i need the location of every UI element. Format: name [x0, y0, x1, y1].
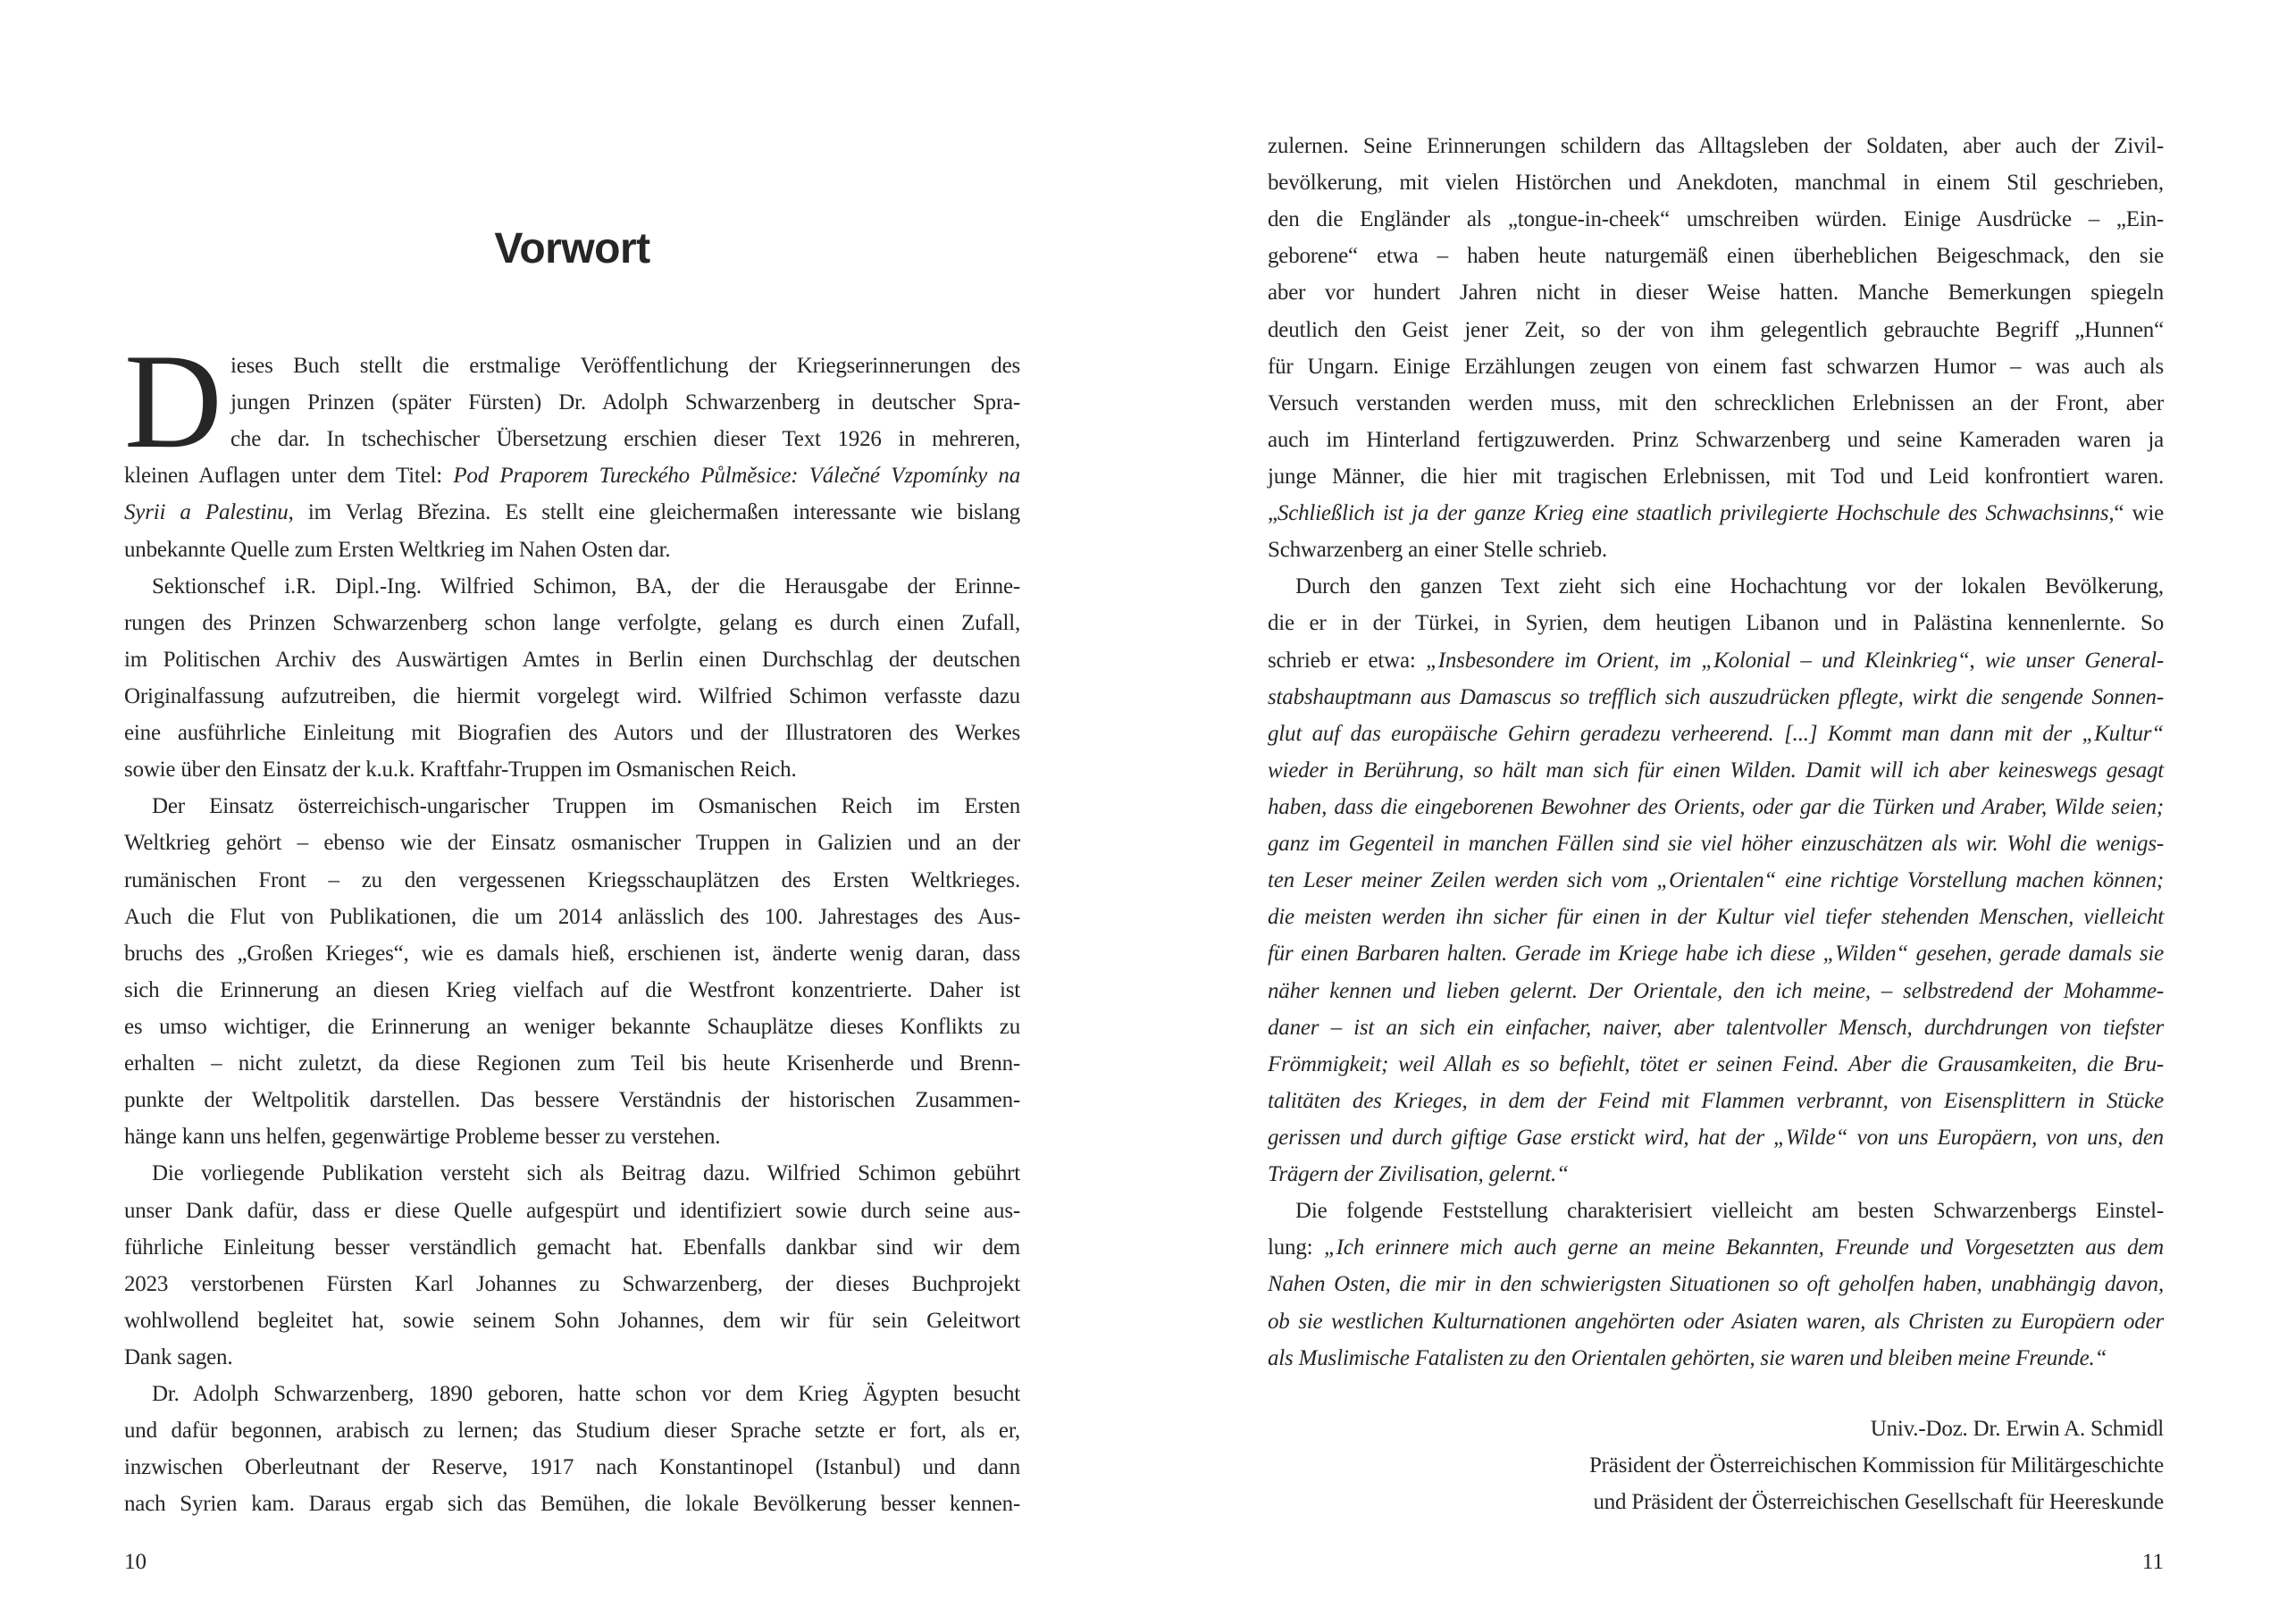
- italic-text: als Muslimische Fatalisten zu den Orientalen gehörten, sie waren und bleiben meine Freunde.“: [1268, 1345, 2107, 1370]
- italic-text: „Insbesondere im Orient, im „Kolonial – und Kleinkrieg“: [1426, 648, 1970, 673]
- roman-text: rumänischen Front – zu den vergessenen Kriegsschauplätzen des Ersten Weltkrieges.: [124, 867, 1020, 892]
- text-line: [124, 1412, 1020, 1449]
- italic-text: ganz im Gegenteil in manchen Fällen sind sie viel höher einzuschätzen als wir. Wohl die wenigs-: [1268, 832, 2164, 857]
- text-line: [1268, 899, 2164, 935]
- roman-text: unbekannte Quelle zum Ersten Weltkrieg im Nahen Osten dar.: [124, 537, 671, 562]
- roman-text: Versuch verstanden werden muss, mit den schrecklichen Erlebnissen an der Front, aber: [1268, 390, 2164, 415]
- text-line: [124, 825, 1020, 861]
- italic-text: stabshauptmann aus Damascus so trefflich sich auszudrücken pflegte, wirkt die sengende Sonnen-: [1268, 684, 2164, 709]
- italic-text: wieder in Berührung, so hält man sich für einen Wilden. Damit will ich aber keineswegs gesagt: [1268, 758, 2164, 783]
- roman-text: ieses Buch stellt die erstmalige Veröffentlichung der Kriegserinnerungen des: [230, 354, 1020, 378]
- text-line: [124, 1302, 1020, 1339]
- roman-text: auch im Hinterland fertigzuwerden. Prinz Schwarzenberg und seine Kameraden waren ja: [1268, 427, 2164, 452]
- text-line: [1268, 274, 2164, 311]
- roman-text: Sektionschef i.R. Dipl.-Ing. Wilfried Schimon, BA, der die Herausgabe der Erinne-: [152, 573, 1020, 599]
- text-line: [124, 532, 1020, 568]
- left-body-text: [124, 347, 1020, 1523]
- text-line: [124, 1449, 1020, 1486]
- text-line: [1268, 1303, 2164, 1340]
- italic-text: talitäten des Krieges, in dem der Feind mit Flammen verbrannt, von Eisensplittern in Stücke: [1268, 1088, 2164, 1113]
- right-page: [1144, 0, 2287, 1624]
- signature-name: Univ.-Doz. Dr. Erwin A. Schmidl: [1870, 1417, 2164, 1441]
- text-line: [124, 494, 1020, 531]
- text-line: [1268, 752, 2164, 789]
- text-line: [124, 899, 1020, 935]
- text-line: [1268, 164, 2164, 201]
- roman-text: sowie über den Einsatz der k.u.k. Kraftfahr-Truppen im Osmanischen Reich.: [124, 758, 797, 783]
- roman-text: , im Verlag Březina. Es stellt eine gleichermaßen interessante wie bislang: [288, 500, 1020, 525]
- roman-text: Dank sagen.: [124, 1344, 233, 1369]
- text-line: [124, 457, 1020, 494]
- roman-text: 2023 verstorbenen Fürsten Karl Johannes zu Schwarzenberg, der dieses Buchprojekt: [124, 1271, 1020, 1296]
- roman-text: es umso wichtiger, die Erinnerung an weniger bekannte Schauplätze dieses Konflikts zu: [124, 1014, 1020, 1039]
- roman-text: Durch den ganzen Text zieht sich eine Hochachtung vor der lokalen Bevölkerung,: [1295, 574, 2164, 599]
- roman-text: che dar. In tschechischer Übersetzung erschien dieser Text 1926 in mehreren,: [230, 427, 1020, 452]
- italic-text: Pod Praporem Tureckého Půlměsice: Válečné Vzpomínky na: [453, 464, 1020, 489]
- text-line: [124, 568, 1020, 605]
- italic-text: haben, dass die eingeborenen Bewohner des Orients, oder gar die Türken und Araber, Wilde seien;: [1268, 794, 2164, 819]
- roman-text: rungen des Prinzen Schwarzenberg schon lange verfolgte, gelang es durch einen Zufall,: [124, 610, 1020, 635]
- text-line: [124, 641, 1020, 678]
- text-line: [1268, 789, 2164, 825]
- italic-text: die meisten werden ihn sicher für einen in der Kultur viel tiefer stehenden Menschen, vielleicht: [1268, 905, 2164, 930]
- right-body-text: [1268, 128, 2164, 1377]
- roman-text: führliche Einleitung besser verständlich gemacht hat. Ebenfalls dankbar sind wir dem: [124, 1235, 1020, 1260]
- roman-text: hänge kann uns helfen, gegenwärtige Probleme besser zu verstehen.: [124, 1125, 721, 1150]
- italic-text: glut auf das europäische Gehirn geradezu verheerend. [...] Kommt man dann mit der „Kultur“: [1268, 721, 2164, 746]
- italic-text: „Ich erinnere mich auch gerne an meine Bekannten, Freunde und Vorgesetzten aus dem: [1323, 1235, 2164, 1260]
- roman-text: junge Männer, die hier mit tragischen Erlebnissen, mit Tod und Leid konfrontiert waren.: [1268, 464, 2164, 489]
- text-line: [124, 1082, 1020, 1118]
- text-line: [124, 1376, 1020, 1412]
- text-line: [1268, 1229, 2164, 1266]
- roman-text: aber vor hundert Jahren nicht in dieser Weise hatten. Manche Bemerkungen spiegeln: [1268, 280, 2164, 306]
- page-number-right: 11: [2141, 1550, 2164, 1574]
- roman-text: wohlwollend begleitet hat, sowie seinem Sohn Johannes, dem wir für sein Geleitwort: [124, 1308, 1020, 1333]
- italic-text: Nahen Osten, die mir in den schwierigsten Situationen so oft geholfen haben, unabhängig davon,: [1268, 1272, 2164, 1297]
- roman-text: den die Engländer als „tongue-in-cheek“ umschreiben würden. Einige Ausdrücke – „Ein-: [1268, 207, 2164, 232]
- text-line: [1268, 348, 2164, 385]
- text-line: [124, 751, 1020, 788]
- signature-block: [1268, 1411, 2164, 1520]
- roman-text: geborene“ etwa – haben heute naturgemäß einen überheblichen Beigeschmack, den sie: [1268, 244, 2164, 269]
- roman-text: Die vorliegende Publikation versteht sich als Beitrag dazu. Wilfried Schimon gebührt: [152, 1161, 1020, 1186]
- roman-text: im Politischen Archiv des Auswärtigen Amtes in Berlin einen Durchschlag der deutschen: [124, 647, 1020, 672]
- text-line: [124, 1266, 1020, 1302]
- roman-text: Weltkrieg gehört – ebenso wie der Einsatz osmanischer Truppen in Galizien und an der: [124, 831, 1020, 856]
- italic-text: Schließlich ist ja der ganze Krieg eine staatlich privilegierte Hochschule des Schwachsinns,: [1277, 501, 2115, 526]
- italic-text: für einen Barbaren halten. Gerade im Kriege habe ich diese „Wilden“ gesehen, gerade damals sie: [1268, 942, 2164, 967]
- roman-text: bruchs des „Großen Krieges“, wie es damals hieß, erschienen ist, änderte wenig daran, dass: [124, 941, 1020, 966]
- text-line: [1268, 716, 2164, 752]
- text-line: [124, 935, 1020, 972]
- text-line: [124, 862, 1020, 899]
- text-line: [1268, 1083, 2164, 1119]
- text-line: [124, 1155, 1020, 1192]
- signature-title-1: Präsident der Österreichischen Kommission für Militärgeschichte: [1588, 1453, 2164, 1478]
- roman-text: punkte der Weltpolitik darstellen. Das bessere Verständnis der historischen Zusammen-: [124, 1088, 1020, 1113]
- roman-text: bevölkerung, mit vielen Histörchen und Anekdoten, manchmal in einem Stil geschrieben,: [1268, 171, 2164, 196]
- text-line: [1268, 568, 2164, 605]
- text-line: [1268, 495, 2164, 532]
- text-line: [1268, 825, 2164, 862]
- text-line: [1268, 605, 2164, 641]
- text-line: [124, 788, 1020, 825]
- text-line: [1268, 1119, 2164, 1156]
- text-line: [1268, 238, 2164, 274]
- italic-text: Trägern der Zivilisation, gelernt.“: [1268, 1162, 1569, 1187]
- roman-text: die er in der Türkei, in Syrien, dem heutigen Libanon und in Palästina kennenlernte. So: [1268, 611, 2164, 636]
- roman-text: „: [1268, 501, 1278, 526]
- roman-text: für Ungarn. Einige Erzählungen zeugen von einem fast schwarzen Humor – was auch als: [1268, 354, 2164, 379]
- italic-text: ob sie westlichen Kulturnationen angehörten oder Asiaten waren, als Christen zu Europäern oder: [1268, 1309, 2164, 1334]
- text-line: [1268, 312, 2164, 348]
- text-line: [124, 1009, 1020, 1045]
- roman-text: erhalten – nicht zuletzt, da diese Regionen zum Teil bis heute Krisenherde und Brenn-: [124, 1051, 1020, 1076]
- italic-text: Syrii a Palestinu: [124, 500, 289, 525]
- text-line: [1268, 679, 2164, 716]
- text-line: [124, 605, 1020, 641]
- text-line: [1268, 1046, 2164, 1083]
- roman-text: ,: [1969, 648, 1985, 673]
- roman-text: deutlich den Geist jener Zeit, so der von ihm gelegentlich gebrauchte Begriff „Hunnen“: [1268, 317, 2164, 342]
- roman-text: inzwischen Oberleutnant der Reserve, 1917 nach Konstantinopel (Istanbul) und dann: [124, 1455, 1020, 1480]
- text-line: [1268, 1266, 2164, 1302]
- roman-text: kleinen Auflagen unter dem Titel:: [124, 464, 454, 489]
- roman-text: jungen Prinzen (später Fürsten) Dr. Adolph Schwarzenberg in deutscher Spra-: [230, 390, 1020, 415]
- italic-text: Frömmigkeit; weil Allah es so befiehlt, tötet er seinen Feind. Aber die Grausamkeiten, die Bru-: [1268, 1051, 2164, 1076]
- text-line: [1268, 862, 2164, 899]
- page-number-left: 10: [124, 1550, 147, 1574]
- roman-text: Dr. Adolph Schwarzenberg, 1890 geboren, hatte schon vor dem Krieg Ägypten besucht: [152, 1382, 1020, 1407]
- page-title: Vorwort: [494, 225, 650, 272]
- text-line: [1268, 1340, 2164, 1377]
- text-line: [1268, 385, 2164, 422]
- signature-title-2: und Präsident der Österreichischen Gesellschaft für Heereskunde: [1593, 1490, 2164, 1515]
- roman-text: nach Syrien kam. Daraus ergab sich das Bemühen, die lokale Bevölkerung besser kennen-: [124, 1492, 1020, 1517]
- drop-cap: D: [124, 326, 222, 476]
- roman-text: zulernen. Seine Erinnerungen schildern das Alltagsleben der Soldaten, aber auch der Zivil-: [1268, 134, 2164, 158]
- text-line: [1268, 458, 2164, 495]
- roman-text: und dafür begonnen, arabisch zu lernen; das Studium dieser Sprache setzte er fort, als er,: [124, 1419, 1020, 1444]
- text-line: [124, 384, 1020, 421]
- text-line: [124, 1486, 1020, 1522]
- text-line: [1268, 422, 2164, 458]
- text-line: [1268, 642, 2164, 679]
- italic-text: wie unser General-: [1984, 648, 2164, 673]
- text-line: [124, 421, 1020, 457]
- text-line: [1268, 1009, 2164, 1046]
- roman-text: Schwarzenberg an einer Stelle schrieb.: [1268, 538, 1607, 563]
- roman-text: eine ausführliche Einleitung mit Biografien des Autors und der Illustratoren des Werkes: [124, 721, 1020, 746]
- roman-text: sich die Erinnerung an diesen Krieg vielfach auf die Westfront konzentrierte. Daher ist: [124, 977, 1020, 1002]
- text-line: [1268, 201, 2164, 238]
- roman-text: Die folgende Feststellung charakterisiert vielleicht am besten Schwarzenbergs Einstel-: [1295, 1199, 2164, 1224]
- italic-text: gerissen und durch giftige Gase erstickt wird, hat der „Wilde“ von uns Europäern, von uns, den: [1268, 1125, 2164, 1150]
- roman-text: lung:: [1268, 1235, 1324, 1260]
- text-line: [124, 1339, 1020, 1376]
- text-line: [124, 1229, 1020, 1266]
- text-line: [124, 972, 1020, 1009]
- text-line: [1268, 128, 2164, 164]
- text-line: [124, 1118, 1020, 1155]
- roman-text: Originalfassung aufzutreiben, die hiermit vorgelegt wird. Wilfried Schimon verfasste dazu: [124, 683, 1020, 708]
- text-line: [1268, 1193, 2164, 1229]
- italic-text: ten Leser meiner Zeilen werden sich vom „Orientalen“ eine richtige Vorstellung machen können;: [1268, 868, 2164, 893]
- roman-text: “ wie: [2114, 501, 2164, 526]
- roman-text: unser Dank dafür, dass er diese Quelle aufgespürt und identifiziert sowie durch seine aus-: [124, 1198, 1020, 1223]
- roman-text: Der Einsatz österreichisch-ungarischer Truppen im Osmanischen Reich im Ersten: [152, 794, 1020, 819]
- text-line: [1268, 973, 2164, 1009]
- roman-text: schrieb er etwa:: [1268, 648, 1427, 673]
- text-line: [124, 678, 1020, 715]
- text-line: [1268, 1156, 2164, 1193]
- text-line: [124, 1045, 1020, 1082]
- roman-text: Auch die Flut von Publikationen, die um 2014 anlässlich des 100. Jahrestages des Aus-: [124, 904, 1020, 929]
- text-line: [124, 1193, 1020, 1229]
- text-line: [124, 715, 1020, 751]
- text-line: [124, 347, 1020, 384]
- text-line: [1268, 935, 2164, 972]
- text-line: [1268, 532, 2164, 568]
- italic-text: näher kennen und lieben gelernt. Der Orientale, den ich meine, – selbstredend der Mohamme-: [1268, 978, 2164, 1003]
- italic-text: daner – ist an sich ein einfacher, naiver, aber talentvoller Mensch, durchdrungen von tiefster: [1268, 1015, 2164, 1040]
